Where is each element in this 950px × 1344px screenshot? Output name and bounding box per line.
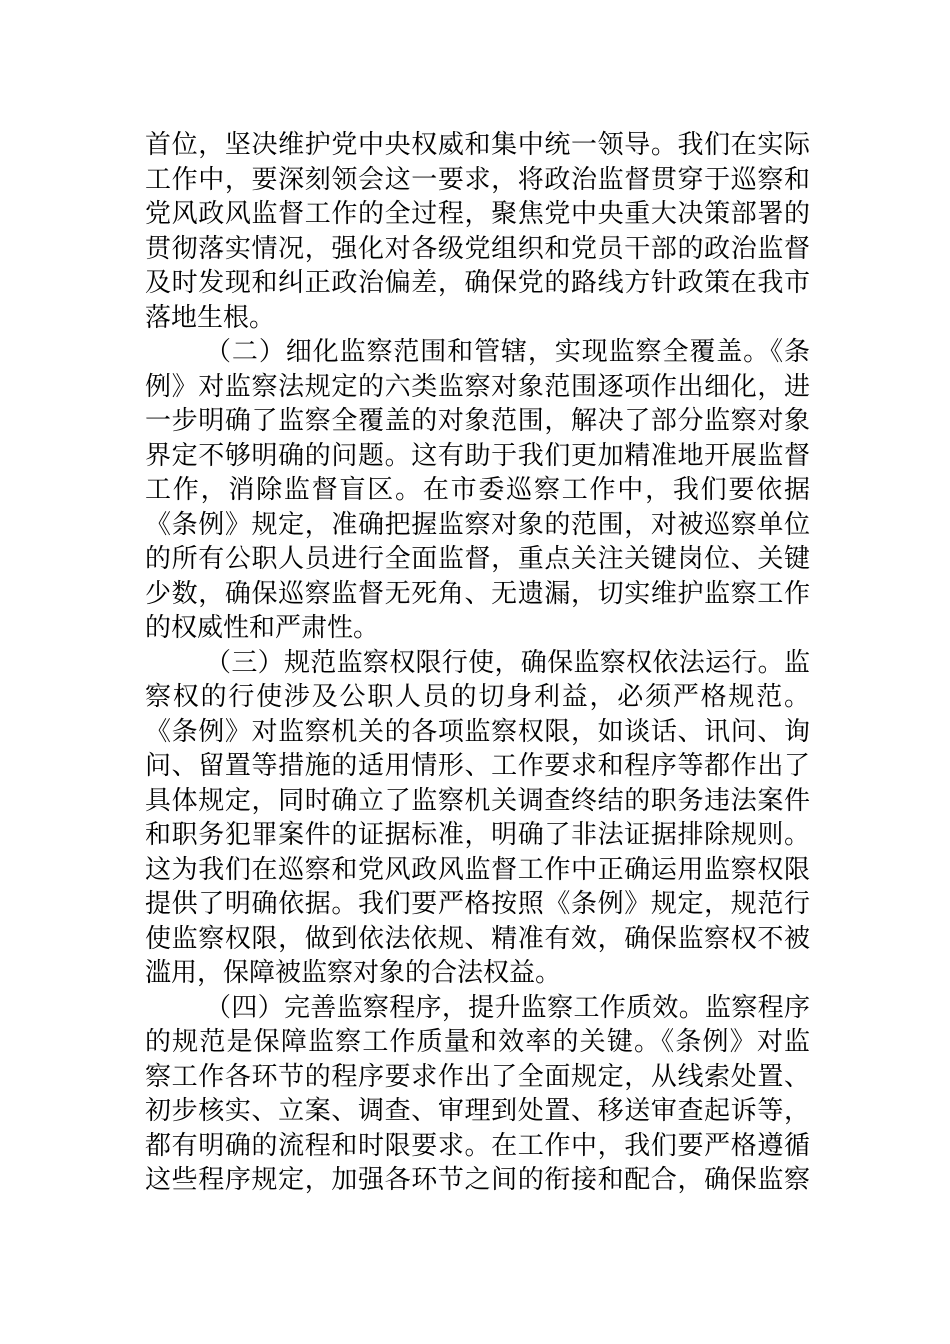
- text-line: 这为我们在巡察和党风政风监督工作中正确运用监察权限: [145, 854, 810, 885]
- text-line: 落地生根。: [145, 302, 276, 333]
- text-line: 《条例》规定，准确把握监察对象的范围，对被巡察单位: [145, 509, 810, 540]
- text-line: 初步核实、立案、调查、审理到处置、移送审查起诉等，: [145, 1096, 810, 1126]
- paragraph-2: [145, 335, 810, 646]
- text-line: 的权威性和严肃性。: [145, 613, 380, 643]
- text-line: 《条例》对监察机关的各项监察权限，如谈话、讯问、询: [145, 716, 810, 747]
- document-body: [145, 128, 810, 1198]
- text-line: 工作中，要深刻领会这一要求，将政治监督贯穿于巡察和: [145, 164, 810, 195]
- text-line: 党风政风监督工作的全过程，聚焦党中央重大决策部署的: [145, 199, 810, 229]
- text-line: 的规范是保障监察工作质量和效率的关键。《条例》对监: [145, 1027, 810, 1057]
- text-line: 及时发现和纠正政治偏差，确保党的路线方针政策在我市: [145, 268, 810, 298]
- text-line: （四）完善监察程序，提升监察工作质效。监察程序: [205, 992, 810, 1023]
- text-line: 首位，坚决维护党中央权威和集中统一领导。我们在实际: [145, 130, 810, 160]
- text-line: 工作，消除监督盲区。在市委巡察工作中，我们要依据: [145, 475, 810, 505]
- text-line: 和职务犯罪案件的证据标准，明确了非法证据排除规则。: [145, 820, 810, 850]
- text-line: 都有明确的流程和时限要求。在工作中，我们要严格遵循: [145, 1130, 810, 1161]
- text-line: 提供了明确依据。我们要严格按照《条例》规定，规范行: [145, 889, 810, 919]
- text-line: 察工作各环节的程序要求作出了全面规定，从线索处置、: [145, 1061, 810, 1092]
- paragraph-1: [145, 128, 810, 335]
- text-line: 一步明确了监察全覆盖的对象范围，解决了部分监察对象: [145, 406, 810, 436]
- text-line: 这些程序规定，加强各环节之间的衔接和配合，确保监察: [145, 1165, 810, 1195]
- text-line: 贯彻落实情况，强化对各级党组织和党员干部的政治监督: [145, 233, 810, 264]
- paragraph-3: [145, 646, 810, 991]
- text-line: 具体规定，同时确立了监察机关调查终结的职务违法案件: [145, 785, 810, 816]
- paragraph-4: [145, 991, 810, 1198]
- text-line: 使监察权限，做到依法依规、精准有效，确保监察权不被: [145, 923, 810, 954]
- text-line: （二）细化监察范围和管辖，实现监察全覆盖。《条: [205, 337, 810, 367]
- text-line: 的所有公职人员进行全面监督，重点关注关键岗位、关键: [145, 544, 810, 574]
- text-line: 例》对监察法规定的六类监察对象范围逐项作出细化，进: [145, 371, 810, 402]
- text-line: 问、留置等措施的适用情形、工作要求和程序等都作出了: [145, 751, 810, 781]
- text-line: 滥用，保障被监察对象的合法权益。: [145, 958, 562, 988]
- text-line: 察权的行使涉及公职人员的切身利益，必须严格规范。: [145, 682, 810, 712]
- text-line: 少数，确保巡察监督无死角、无遗漏，切实维护监察工作: [145, 578, 810, 609]
- text-line: 界定不够明确的问题。这有助于我们更加精准地开展监督: [145, 440, 810, 471]
- text-line: （三）规范监察权限行使，确保监察权依法运行。监: [205, 647, 810, 678]
